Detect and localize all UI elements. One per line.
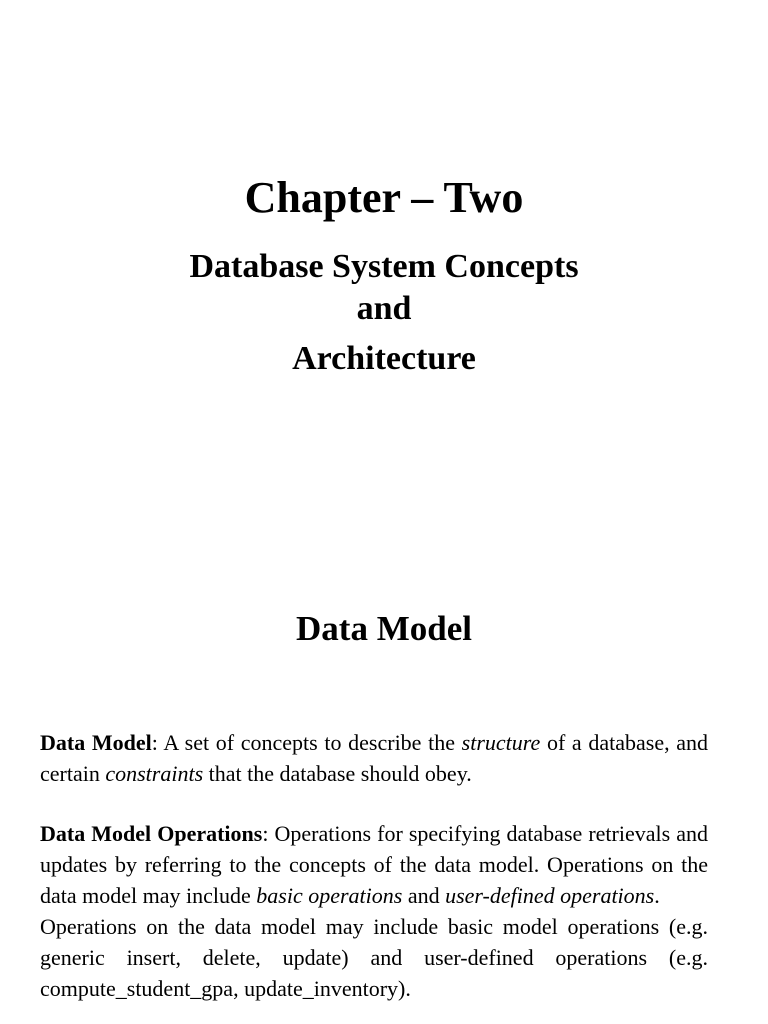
paragraph-operations-examples: Operations on the data model may include basic model operations (e.g. generic insert, delete, update) and user-defined operations (e.g. compute_student_gpa, update_inventory). <box>40 914 708 1001</box>
p1-emphasis-structure: structure <box>461 730 541 755</box>
p2-emphasis-basic-operations: basic operations <box>256 883 403 908</box>
p2-text-2: and <box>402 883 446 908</box>
term-data-model-operations: Data Model Operations <box>40 821 263 846</box>
p1-text-1: : A set of concepts to describe the <box>151 730 462 755</box>
paragraph-data-model <box>40 727 708 789</box>
section-title: Data Model <box>296 609 472 648</box>
p1-emphasis-constraints: constraints <box>105 761 204 786</box>
subtitle-line-3: Architecture <box>292 340 476 377</box>
paragraph-data-model-operations <box>40 818 708 911</box>
subtitle-line-1: Database System Concepts <box>189 248 579 285</box>
chapter-title: Chapter – Two <box>244 173 524 222</box>
p2-text-3: . <box>654 883 660 908</box>
p2-emphasis-user-defined-operations: user-defined operations <box>445 883 655 908</box>
chapter-subtitle <box>0 246 768 380</box>
p1-text-2: of a database, and certain <box>40 730 709 786</box>
subtitle-line-2: and <box>356 290 412 327</box>
p2-text-1: : Operations for specifying database retrievals and updates by referring to the concepts of the data model. Operations on the data model may include <box>40 821 709 908</box>
term-data-model: Data Model <box>40 730 152 755</box>
body-text <box>40 727 708 1004</box>
p1-text-3: that the database should obey. <box>203 761 472 786</box>
